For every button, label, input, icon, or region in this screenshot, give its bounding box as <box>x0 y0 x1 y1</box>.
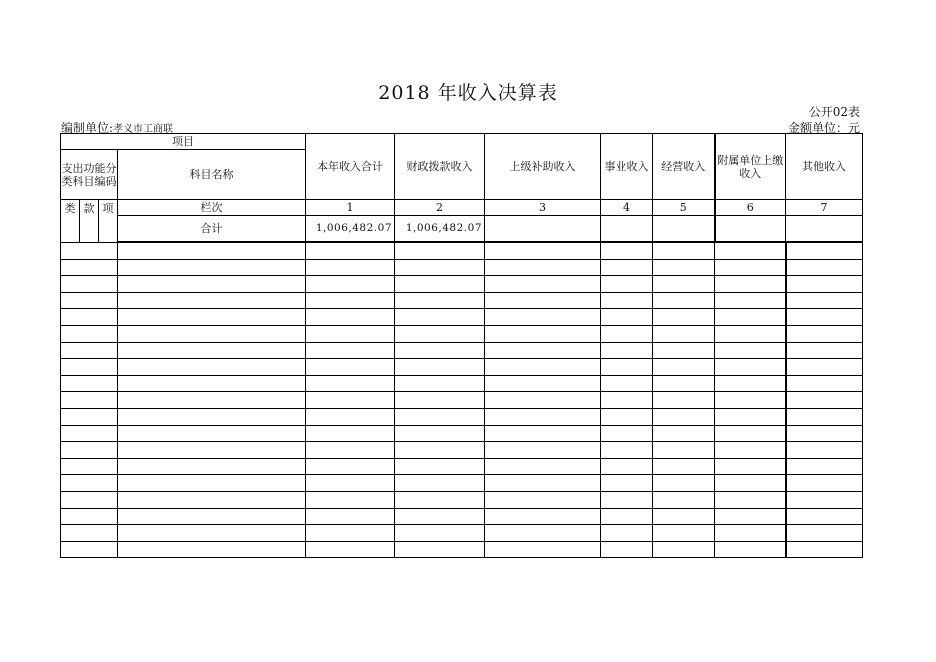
blank-cell <box>485 525 601 542</box>
blank-cell <box>715 309 786 326</box>
blank-cell <box>61 259 118 276</box>
blank-cell <box>306 541 395 558</box>
blank-cell <box>395 325 485 342</box>
blank-cell <box>118 259 306 276</box>
blank-cell <box>118 359 306 376</box>
blank-cell <box>485 276 601 293</box>
blank-cell <box>485 475 601 492</box>
blank-cell <box>653 541 715 558</box>
blank-cell <box>118 475 306 492</box>
lanci-row <box>61 200 863 216</box>
blank-cell <box>715 276 786 293</box>
blank-cell <box>653 525 715 542</box>
blank-cell <box>786 541 863 558</box>
blank-cell <box>306 259 395 276</box>
blank-cell <box>395 491 485 508</box>
blank-cell <box>118 276 306 293</box>
blank-cell <box>601 541 653 558</box>
blank-cell <box>715 491 786 508</box>
blank-cell <box>395 359 485 376</box>
blank-cell <box>715 342 786 359</box>
compiling-unit-value: 孝义市工商联 <box>113 124 174 135</box>
blank-cell <box>653 309 715 326</box>
blank-cell <box>61 475 118 492</box>
blank-cell <box>395 342 485 359</box>
blank-row <box>61 392 863 409</box>
total-value-7 <box>786 216 863 242</box>
blank-row <box>61 525 863 542</box>
header-xiang: 项 <box>99 200 118 243</box>
blank-cell <box>118 309 306 326</box>
blank-cell <box>61 243 118 260</box>
blank-cell <box>653 408 715 425</box>
blank-cell <box>118 375 306 392</box>
blank-cell <box>485 342 601 359</box>
blank-cell <box>786 442 863 459</box>
blank-cell <box>118 525 306 542</box>
blank-row <box>61 375 863 392</box>
blank-cell <box>601 309 653 326</box>
blank-cell <box>786 259 863 276</box>
blank-row <box>61 541 863 558</box>
blank-cell <box>306 325 395 342</box>
blank-cell <box>653 475 715 492</box>
blank-cell <box>601 475 653 492</box>
blank-cell <box>61 508 118 525</box>
header-col-operating: 经营收入 <box>653 134 715 200</box>
header-kuan: 款 <box>80 200 99 243</box>
blank-cell <box>715 325 786 342</box>
blank-row <box>61 425 863 442</box>
blank-cell <box>61 491 118 508</box>
blank-cell <box>715 508 786 525</box>
blank-cell <box>653 325 715 342</box>
blank-row <box>61 325 863 342</box>
blank-cell <box>118 392 306 409</box>
blank-row <box>61 309 863 326</box>
blank-cell <box>485 508 601 525</box>
blank-cell <box>653 442 715 459</box>
blank-cell <box>395 243 485 260</box>
blank-row <box>61 276 863 293</box>
blank-cell <box>306 375 395 392</box>
blank-cell <box>715 458 786 475</box>
blank-cell <box>485 243 601 260</box>
total-value-2: 1,006,482.07 <box>395 216 485 242</box>
blank-cell <box>601 392 653 409</box>
blank-cell <box>786 525 863 542</box>
blank-cell <box>715 525 786 542</box>
total-value-6 <box>715 216 786 242</box>
blank-cell <box>61 525 118 542</box>
blank-cell <box>485 408 601 425</box>
header-project: 项目 <box>61 134 306 150</box>
blank-cell <box>653 508 715 525</box>
col-number-6: 6 <box>715 200 786 216</box>
compiling-unit-label: 编制单位: <box>61 121 114 135</box>
blank-cell <box>395 408 485 425</box>
total-value-3 <box>485 216 601 242</box>
col-number-1: 1 <box>306 200 395 216</box>
blank-cell <box>61 442 118 459</box>
blank-cell <box>485 425 601 442</box>
blank-cell <box>653 359 715 376</box>
blank-cell <box>786 359 863 376</box>
blank-cell <box>395 475 485 492</box>
blank-cell <box>715 243 786 260</box>
header-col-other: 其他收入 <box>786 134 863 200</box>
blank-row <box>61 491 863 508</box>
blank-cell <box>786 425 863 442</box>
blank-cell <box>395 392 485 409</box>
blank-cell <box>61 342 118 359</box>
blank-cell <box>786 375 863 392</box>
blank-cell <box>118 458 306 475</box>
blank-cell <box>715 359 786 376</box>
header-col-affiliated: 附属单位上缴收入 <box>715 134 786 200</box>
blank-cell <box>715 392 786 409</box>
blank-cell <box>395 276 485 293</box>
blank-cell <box>485 541 601 558</box>
blank-cell <box>118 325 306 342</box>
blank-cell <box>306 491 395 508</box>
total-label: 合计 <box>118 216 306 242</box>
blank-row <box>61 458 863 475</box>
total-value-4 <box>601 216 653 242</box>
header-col-fiscal: 财政拨款收入 <box>395 134 485 200</box>
col-number-7: 7 <box>786 200 863 216</box>
blank-cell <box>306 425 395 442</box>
header-lei: 类 <box>61 200 80 243</box>
blank-cell <box>61 375 118 392</box>
blank-cell <box>786 325 863 342</box>
blank-cell <box>786 408 863 425</box>
blank-cell <box>786 276 863 293</box>
blank-cell <box>118 243 306 260</box>
blank-cell <box>118 491 306 508</box>
blank-cell <box>118 425 306 442</box>
blank-cell <box>653 276 715 293</box>
blank-cell <box>61 325 118 342</box>
blank-cell <box>395 259 485 276</box>
blank-cell <box>395 508 485 525</box>
blank-cell <box>601 458 653 475</box>
header-row-1 <box>61 134 863 150</box>
blank-cell <box>786 458 863 475</box>
blank-cell <box>485 375 601 392</box>
blank-cell <box>61 276 118 293</box>
total-value-5 <box>653 216 715 242</box>
blank-row <box>61 508 863 525</box>
amount-unit: 金额单位：元 <box>787 121 860 135</box>
blank-cell <box>61 359 118 376</box>
blank-cell <box>786 508 863 525</box>
blank-cell <box>601 259 653 276</box>
col-number-3: 3 <box>485 200 601 216</box>
blank-cell <box>715 259 786 276</box>
col-number-5: 5 <box>653 200 715 216</box>
header-func-code: 支出功能分类科目编码 <box>61 150 118 200</box>
blank-cell <box>601 359 653 376</box>
lanci-label: 栏次 <box>118 200 306 216</box>
blank-cell <box>653 491 715 508</box>
blank-cell <box>118 408 306 425</box>
total-value-1: 1,006,482.07 <box>306 216 395 242</box>
col-number-4: 4 <box>601 200 653 216</box>
blank-cell <box>653 259 715 276</box>
blank-cell <box>306 243 395 260</box>
blank-cell <box>715 408 786 425</box>
blank-cell <box>61 458 118 475</box>
income-table <box>60 133 863 558</box>
blank-cell <box>306 359 395 376</box>
blank-cell <box>601 243 653 260</box>
blank-cell <box>395 458 485 475</box>
blank-cell <box>306 508 395 525</box>
header-col-total: 本年收入合计 <box>306 134 395 200</box>
blank-cell <box>715 375 786 392</box>
blank-cell <box>653 425 715 442</box>
blank-cell <box>306 458 395 475</box>
blank-cell <box>395 525 485 542</box>
blank-cell <box>306 442 395 459</box>
blank-cell <box>485 491 601 508</box>
blank-cell <box>786 491 863 508</box>
blank-cell <box>485 359 601 376</box>
blank-cell <box>786 342 863 359</box>
blank-cell <box>395 292 485 309</box>
blank-cell <box>601 292 653 309</box>
blank-cell <box>715 475 786 492</box>
blank-cell <box>118 442 306 459</box>
blank-cell <box>306 392 395 409</box>
blank-cell <box>601 342 653 359</box>
blank-cell <box>653 458 715 475</box>
form-code: 公开02表 <box>808 105 860 119</box>
blank-cell <box>601 325 653 342</box>
blank-cell <box>61 292 118 309</box>
blank-cell <box>61 392 118 409</box>
blank-row <box>61 259 863 276</box>
blank-cell <box>485 325 601 342</box>
blank-cell <box>715 541 786 558</box>
blank-rows <box>61 243 863 558</box>
blank-cell <box>653 375 715 392</box>
blank-cell <box>485 309 601 326</box>
blank-cell <box>485 392 601 409</box>
blank-cell <box>118 508 306 525</box>
header-subject-name: 科目名称 <box>118 150 306 200</box>
blank-row <box>61 292 863 309</box>
blank-cell <box>601 375 653 392</box>
header-col-superior: 上级补助收入 <box>485 134 601 200</box>
blank-cell <box>601 408 653 425</box>
blank-cell <box>306 525 395 542</box>
blank-cell <box>306 292 395 309</box>
blank-cell <box>601 525 653 542</box>
blank-cell <box>601 442 653 459</box>
blank-cell <box>485 458 601 475</box>
blank-cell <box>118 292 306 309</box>
blank-cell <box>786 309 863 326</box>
blank-cell <box>653 342 715 359</box>
blank-cell <box>306 342 395 359</box>
col-number-2: 2 <box>395 200 485 216</box>
blank-cell <box>61 309 118 326</box>
blank-cell <box>306 408 395 425</box>
blank-cell <box>395 375 485 392</box>
blank-row <box>61 475 863 492</box>
blank-cell <box>485 259 601 276</box>
blank-cell <box>601 425 653 442</box>
blank-cell <box>118 541 306 558</box>
blank-cell <box>485 292 601 309</box>
blank-cell <box>715 292 786 309</box>
blank-cell <box>653 292 715 309</box>
blank-cell <box>786 475 863 492</box>
header-col-business: 事业收入 <box>601 134 653 200</box>
blank-cell <box>118 342 306 359</box>
blank-cell <box>601 491 653 508</box>
blank-cell <box>61 408 118 425</box>
blank-cell <box>306 475 395 492</box>
report-title: 2018 年收入决算表 <box>378 82 558 104</box>
blank-cell <box>395 309 485 326</box>
blank-cell <box>395 442 485 459</box>
blank-cell <box>715 425 786 442</box>
blank-cell <box>653 243 715 260</box>
blank-row <box>61 408 863 425</box>
blank-cell <box>653 392 715 409</box>
blank-row <box>61 359 863 376</box>
blank-cell <box>306 276 395 293</box>
blank-cell <box>61 541 118 558</box>
blank-cell <box>786 243 863 260</box>
blank-cell <box>601 276 653 293</box>
blank-cell <box>395 425 485 442</box>
blank-cell <box>786 292 863 309</box>
blank-row <box>61 442 863 459</box>
blank-row <box>61 342 863 359</box>
blank-cell <box>715 442 786 459</box>
total-row <box>61 216 863 242</box>
blank-row <box>61 243 863 260</box>
blank-cell <box>61 425 118 442</box>
blank-cell <box>601 508 653 525</box>
blank-cell <box>306 309 395 326</box>
blank-cell <box>395 541 485 558</box>
blank-cell <box>485 442 601 459</box>
blank-cell <box>786 392 863 409</box>
